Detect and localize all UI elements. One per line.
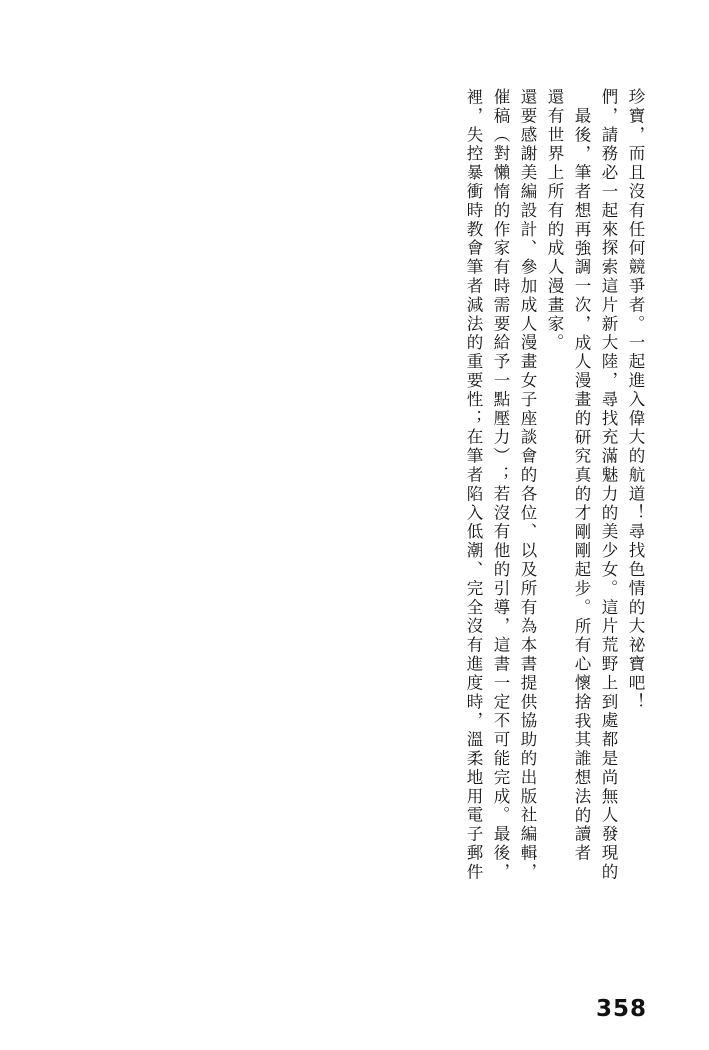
page-number: 358	[595, 996, 647, 1022]
text-column: 最後，筆者想再強調一次，成人漫畫的研究真的才剛剛起步。所有心懷捨我其誰想法的讀者	[572, 107, 591, 863]
text-column: 珍寶，而且沒有任何競爭者。一起進入偉大的航道！尋找色情的大祕寶吧！	[626, 88, 645, 712]
vertical-text-block	[465, 88, 644, 898]
text-column: 催稿（對懶惰的作家有時需要給予一點壓力）；若沒有他的引導，這書一定不可能完成。最後，	[491, 88, 510, 882]
text-column: 們，請務必一起來探索這片新大陸，尋找充滿魅力的美少女。這片荒野上到處都是尚無人發現的	[599, 88, 618, 882]
text-column: 還有世界上所有的成人漫畫家。	[545, 88, 564, 353]
text-column: 還要感謝美編設計、參加成人漫畫女子座談會的各位、以及所有為本書提供協助的出版社編輯，	[518, 88, 537, 882]
text-column: 裡，失控暴衝時教會筆者減法的重要性；在筆者陷入低潮、完全沒有進度時，溫柔地用電子郵件	[464, 88, 483, 882]
